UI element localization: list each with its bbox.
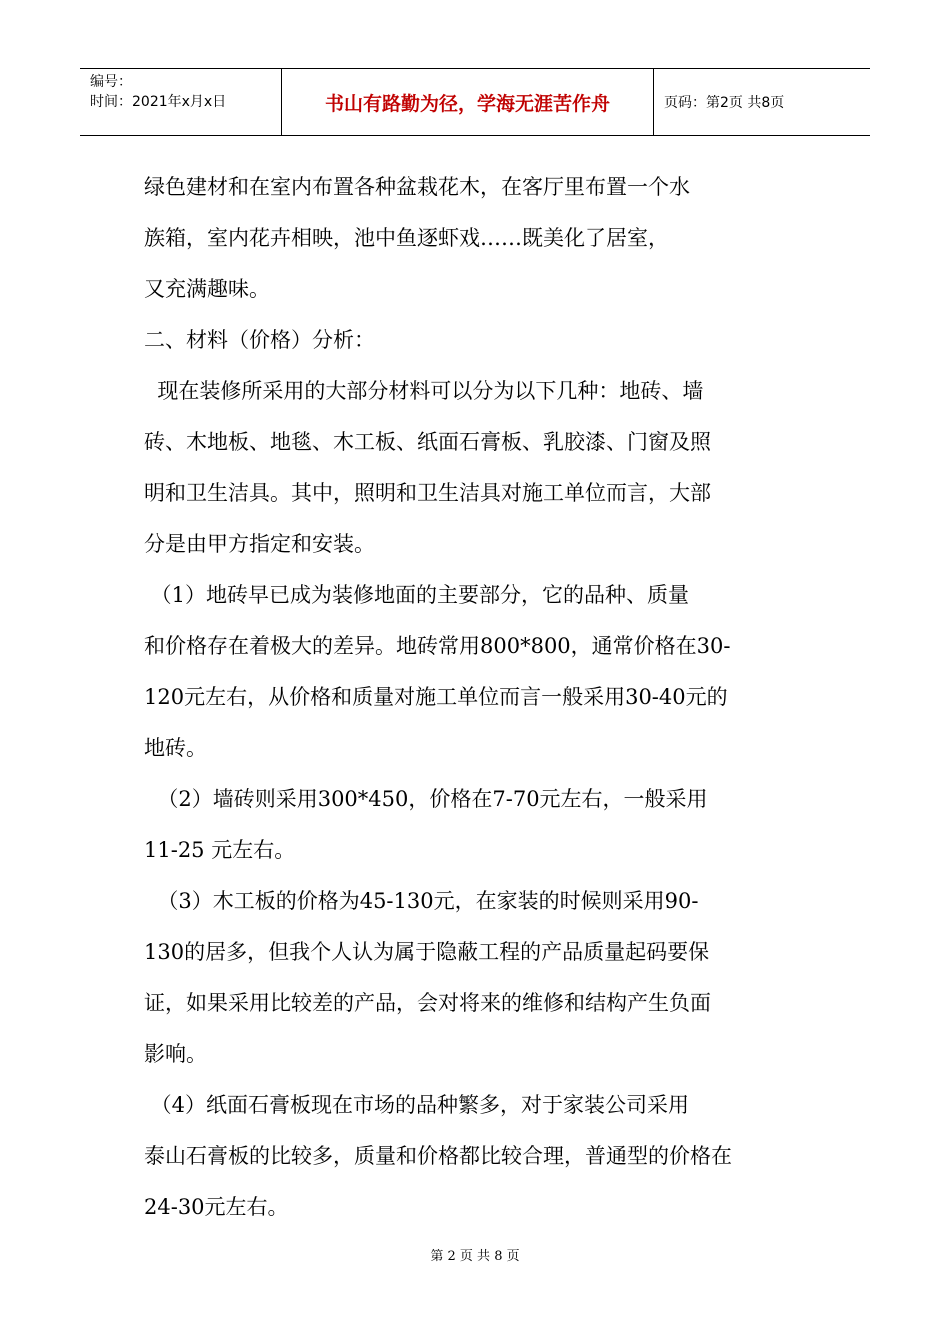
section-heading: 二、材料（价格）分析： [144,328,375,352]
footer-page-number: 第 2 页 共 8 页 [430,1249,520,1264]
body-line: 砖、木地板、地毯、木工板、纸面石膏板、乳胶漆、门窗及照 [144,430,711,454]
body-line: 证，如果采用比较差的产品，会对将来的维修和结构产生负面 [144,991,711,1015]
document-date: 时间：2021年x月x日 [90,94,227,110]
body-line: 130的居多，但我个人认为属于隐蔽工程的产品质量起码要保 [144,940,710,964]
body-line: 明和卫生洁具。其中，照明和卫生洁具对施工单位而言，大部 [144,481,711,505]
body-line: 泰山石膏板的比较多，质量和价格都比较合理，普通型的价格在 [144,1144,732,1168]
header-motto-cell [282,69,654,135]
body-line: （4）纸面石膏板现在市场的品种繁多，对于家装公司采用 [144,1093,690,1117]
body-line: 和价格存在着极大的差异。地砖常用800*800，通常价格在30- [144,634,731,658]
body-line: 影响。 [144,1042,207,1066]
page-footer [0,1245,950,1264]
body-line: （1）地砖早已成为装修地面的主要部分，它的品种、质量 [144,583,690,607]
body-line: （2）墙砖则采用300*450，价格在7-70元左右，一般采用 [144,787,708,811]
body-line: （3）木工板的价格为45-130元，在家装的时候则采用90- [144,889,699,913]
page-header [80,68,870,136]
body-line: 24-30元左右。 [144,1195,289,1219]
header-motto: 书山有路勤为径，学海无涯苦作舟 [324,92,610,115]
body-line: 绿色建材和在室内布置各种盆栽花木，在客厅里布置一个水 [144,175,690,199]
header-page-info: 页码：第2页 共8页 [664,95,785,111]
header-page-cell [654,69,870,135]
document-number: 编号： [90,74,132,90]
body-line: 族箱，室内花卉相映，池中鱼逐虾戏……既美化了居室， [144,226,669,250]
header-meta-cell [80,69,282,135]
body-line: 11-25 元左右。 [144,838,296,862]
body-line: 地砖。 [144,736,207,760]
body-line: 又充满趣味。 [144,277,270,301]
body-line: 120元左右，从价格和质量对施工单位而言一般采用30-40元的 [144,685,728,709]
body-line: 现在装修所采用的大部分材料可以分为以下几种：地砖、墙 [144,379,704,403]
document-body [144,162,808,1233]
body-line: 分是由甲方指定和安装。 [144,532,375,556]
